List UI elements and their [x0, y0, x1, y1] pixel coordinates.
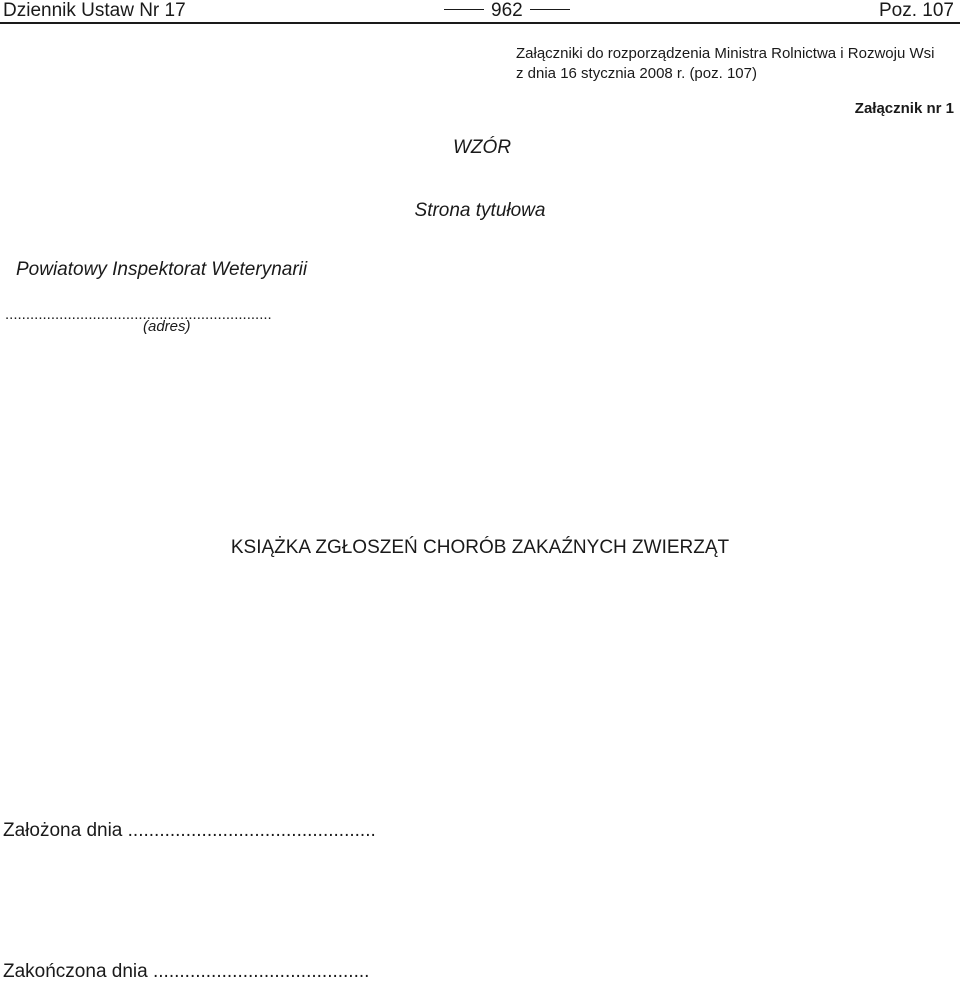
attachments-heading-line1: Załączniki do rozporządzenia Ministra Rolnictwa i Rozwoju Wsi: [516, 45, 935, 62]
dash-left: [444, 9, 484, 10]
journal-title: Dziennik Ustaw Nr 17: [3, 0, 186, 21]
dash-right: [530, 9, 570, 10]
inspectorate-name: Powiatowy Inspektorat Weterynarii: [16, 259, 308, 280]
established-date-field: Założona dnia ...............................................: [3, 820, 376, 841]
page-number-text: 962: [491, 0, 523, 21]
closed-date-field: Zakończona dnia .........................................: [3, 961, 370, 982]
attachments-heading-line2: z dnia 16 stycznia 2008 r. (poz. 107): [516, 65, 757, 82]
attachments-heading: [516, 44, 934, 84]
page-number: [437, 0, 577, 22]
header-divider: [0, 22, 960, 24]
position-number: Poz. 107: [879, 0, 954, 21]
address-label: (adres): [143, 318, 191, 335]
attachment-number: Załącznik nr 1: [854, 100, 954, 117]
book-title: KSIĄŻKA ZGŁOSZEŃ CHORÓB ZAKAŹNYCH ZWIERZĄT: [230, 537, 730, 558]
address-line: ................................................................: [5, 306, 272, 323]
cover-label: Strona tytułowa: [414, 200, 546, 221]
template-label: WZÓR: [453, 137, 512, 158]
